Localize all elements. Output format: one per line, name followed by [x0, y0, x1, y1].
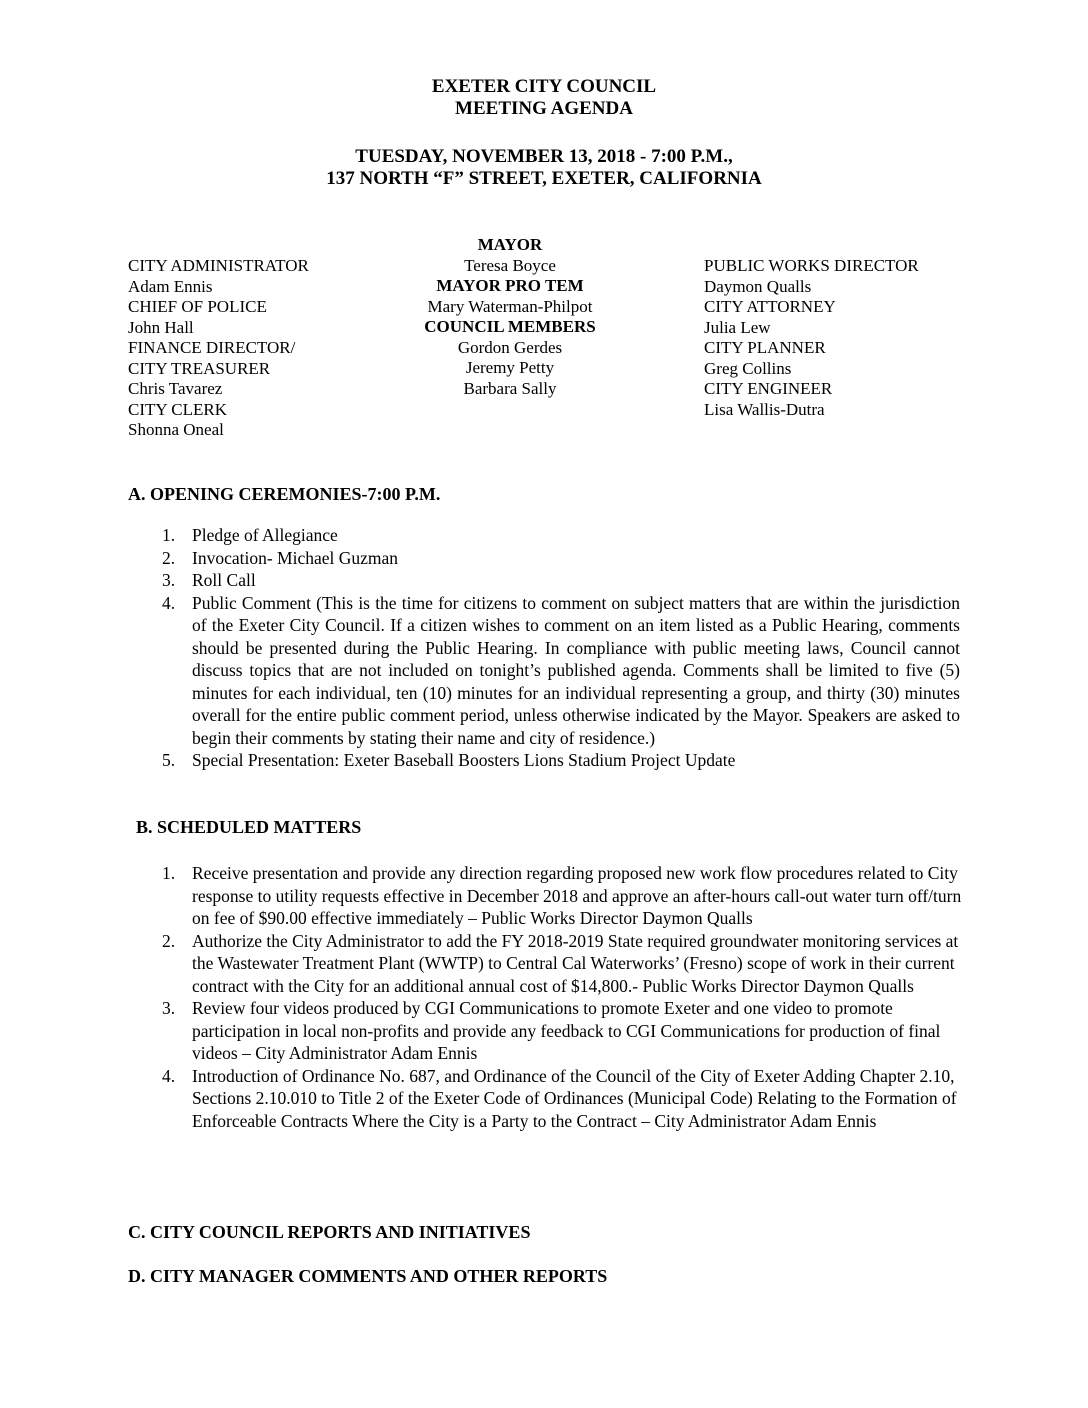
- item-text: Special Presentation: Exeter Baseball Boosters Lions Stadium Project Update: [192, 750, 736, 770]
- item-text: Pledge of Allegiance: [192, 525, 338, 545]
- item-number: 1.: [162, 525, 176, 545]
- item-text: Introduction of Ordinance No. 687, and Ordinance of the Council of the City of Exeter Adding Chapter 2.10, Sections 2.10.010 to Title 2 of the Exeter Code of Ordinances (Municipal Code) Relating to the Formation of Enforceable Contracts Where the City is a Party to the Contract – City Administrator Adam Ennis: [192, 1065, 957, 1131]
- council-title: COUNCIL MEMBERS: [424, 317, 596, 336]
- staff-title: CITY ATTORNEY: [704, 297, 836, 316]
- staff-title: FINANCE DIRECTOR/: [128, 338, 296, 357]
- agenda-item: [162, 862, 962, 930]
- section-a-list: [162, 524, 960, 772]
- item-text: Authorize the City Administrator to add the FY 2018-2019 State required groundwater monitoring services at the Wastewater Treatment Plant (WWTP) to Central Cal Waterworks’ (Fresno) scope of work in their current contract with the City for an additional annual cost of $14,800.- Public Works Director Daymon Qualls: [192, 930, 959, 996]
- staff-title: CITY ENGINEER: [704, 379, 833, 398]
- staff-name: Julia Lew: [704, 317, 771, 337]
- meeting-date: TUESDAY, NOVEMBER 13, 2018 - 7:00 P.M.,: [355, 146, 733, 167]
- document-subtitle: MEETING AGENDA: [455, 98, 633, 119]
- meeting-address: 137 NORTH “F” STREET, EXETER, CALIFORNIA: [326, 168, 762, 189]
- section-d-heading: D. CITY MANAGER COMMENTS AND OTHER REPORTS: [128, 1266, 608, 1286]
- staff-name: Daymon Qualls: [704, 276, 812, 296]
- agenda-item: [162, 524, 960, 547]
- staff-name: Chris Tavarez: [128, 379, 223, 398]
- council-name: Gordon Gerdes: [457, 337, 563, 357]
- item-text: Receive presentation and provide any direction regarding proposed new work flow procedures related to City response to utility requests effective in December 2018 and approve an after-hours call-out water turn off/turn on fee of $90.00 effective immediately – Public Works Director Daymon Qualls: [192, 863, 962, 928]
- council-name: Teresa Boyce: [464, 255, 556, 275]
- item-number: 3.: [162, 570, 176, 590]
- council-title: MAYOR: [477, 235, 543, 254]
- staff-name: Lisa Wallis-Dutra: [704, 399, 825, 419]
- staff-title: CITY ADMINISTRATOR: [128, 256, 309, 275]
- staff-title: CITY CLERK: [128, 399, 228, 419]
- item-number: 2.: [162, 547, 176, 568]
- agenda-item: [162, 997, 962, 1065]
- agenda-item: [162, 569, 960, 592]
- agenda-item: [162, 930, 962, 998]
- staff-name: Adam Ennis: [128, 276, 213, 296]
- staff-name: Greg Collins: [704, 358, 792, 378]
- agenda-item: [162, 592, 960, 750]
- item-text: Review four videos produced by CGI Communications to promote Exeter and one video to promote participation in local non-profits and provide any feedback to CGI Communications for production of final videos – City Administrator Adam Ennis: [192, 998, 941, 1063]
- staff-right-column: [704, 256, 919, 420]
- agenda-item: [162, 1065, 962, 1133]
- council-title: MAYOR PRO TEM: [436, 276, 584, 295]
- staff-title: CITY PLANNER: [704, 338, 826, 357]
- item-number: 3.: [162, 998, 176, 1018]
- staff-title: PUBLIC WORKS DIRECTOR: [704, 256, 919, 275]
- staff-name: John Hall: [128, 317, 194, 337]
- item-number: 1.: [162, 863, 176, 883]
- item-number: 4.: [162, 592, 176, 613]
- council-name: Jeremy Petty: [465, 358, 555, 377]
- section-a-heading: A. OPENING CEREMONIES-7:00 P.M.: [128, 484, 441, 504]
- agenda-item: [162, 749, 960, 772]
- staff-left-column: [128, 256, 309, 441]
- item-text: Roll Call: [192, 570, 256, 590]
- item-text: Public Comment (This is the time for citizens to comment on subject matters that are within the jurisdiction of the Exeter City Council. If a citizen wishes to comment on an item listed as a Public Hearing, comments should be presented during the Public Hearing. In compliance with public meeting laws, Council cannot discuss topics that are not included on tonight’s published agenda. Comments shall be limited to five (5) minutes for each individual, ten (10) minutes for an individual representing a group, and thirty (30) minutes overall for the entire public comment period, unless otherwise indicated by the Mayor. Speakers are asked to begin their comments by stating their name and city of residence.): [192, 592, 960, 748]
- section-b-heading: B. SCHEDULED MATTERS: [136, 817, 362, 837]
- staff-name: Shonna Oneal: [128, 420, 224, 439]
- council-center-column: [390, 235, 630, 399]
- council-name: Mary Waterman-Philpot: [427, 296, 593, 316]
- item-number: 4.: [162, 1065, 176, 1086]
- item-number: 2.: [162, 930, 176, 951]
- section-c-heading: C. CITY COUNCIL REPORTS AND INITIATIVES: [128, 1222, 531, 1242]
- agenda-item: [162, 547, 960, 570]
- staff-title: CHIEF OF POLICE: [128, 297, 267, 316]
- item-text: Invocation- Michael Guzman: [192, 547, 399, 568]
- council-name: Barbara Sally: [463, 378, 557, 398]
- item-number: 5.: [162, 750, 176, 770]
- section-b-list: [162, 862, 962, 1132]
- document-title: EXETER CITY COUNCIL: [431, 76, 657, 97]
- staff-title: CITY TREASURER: [128, 358, 271, 378]
